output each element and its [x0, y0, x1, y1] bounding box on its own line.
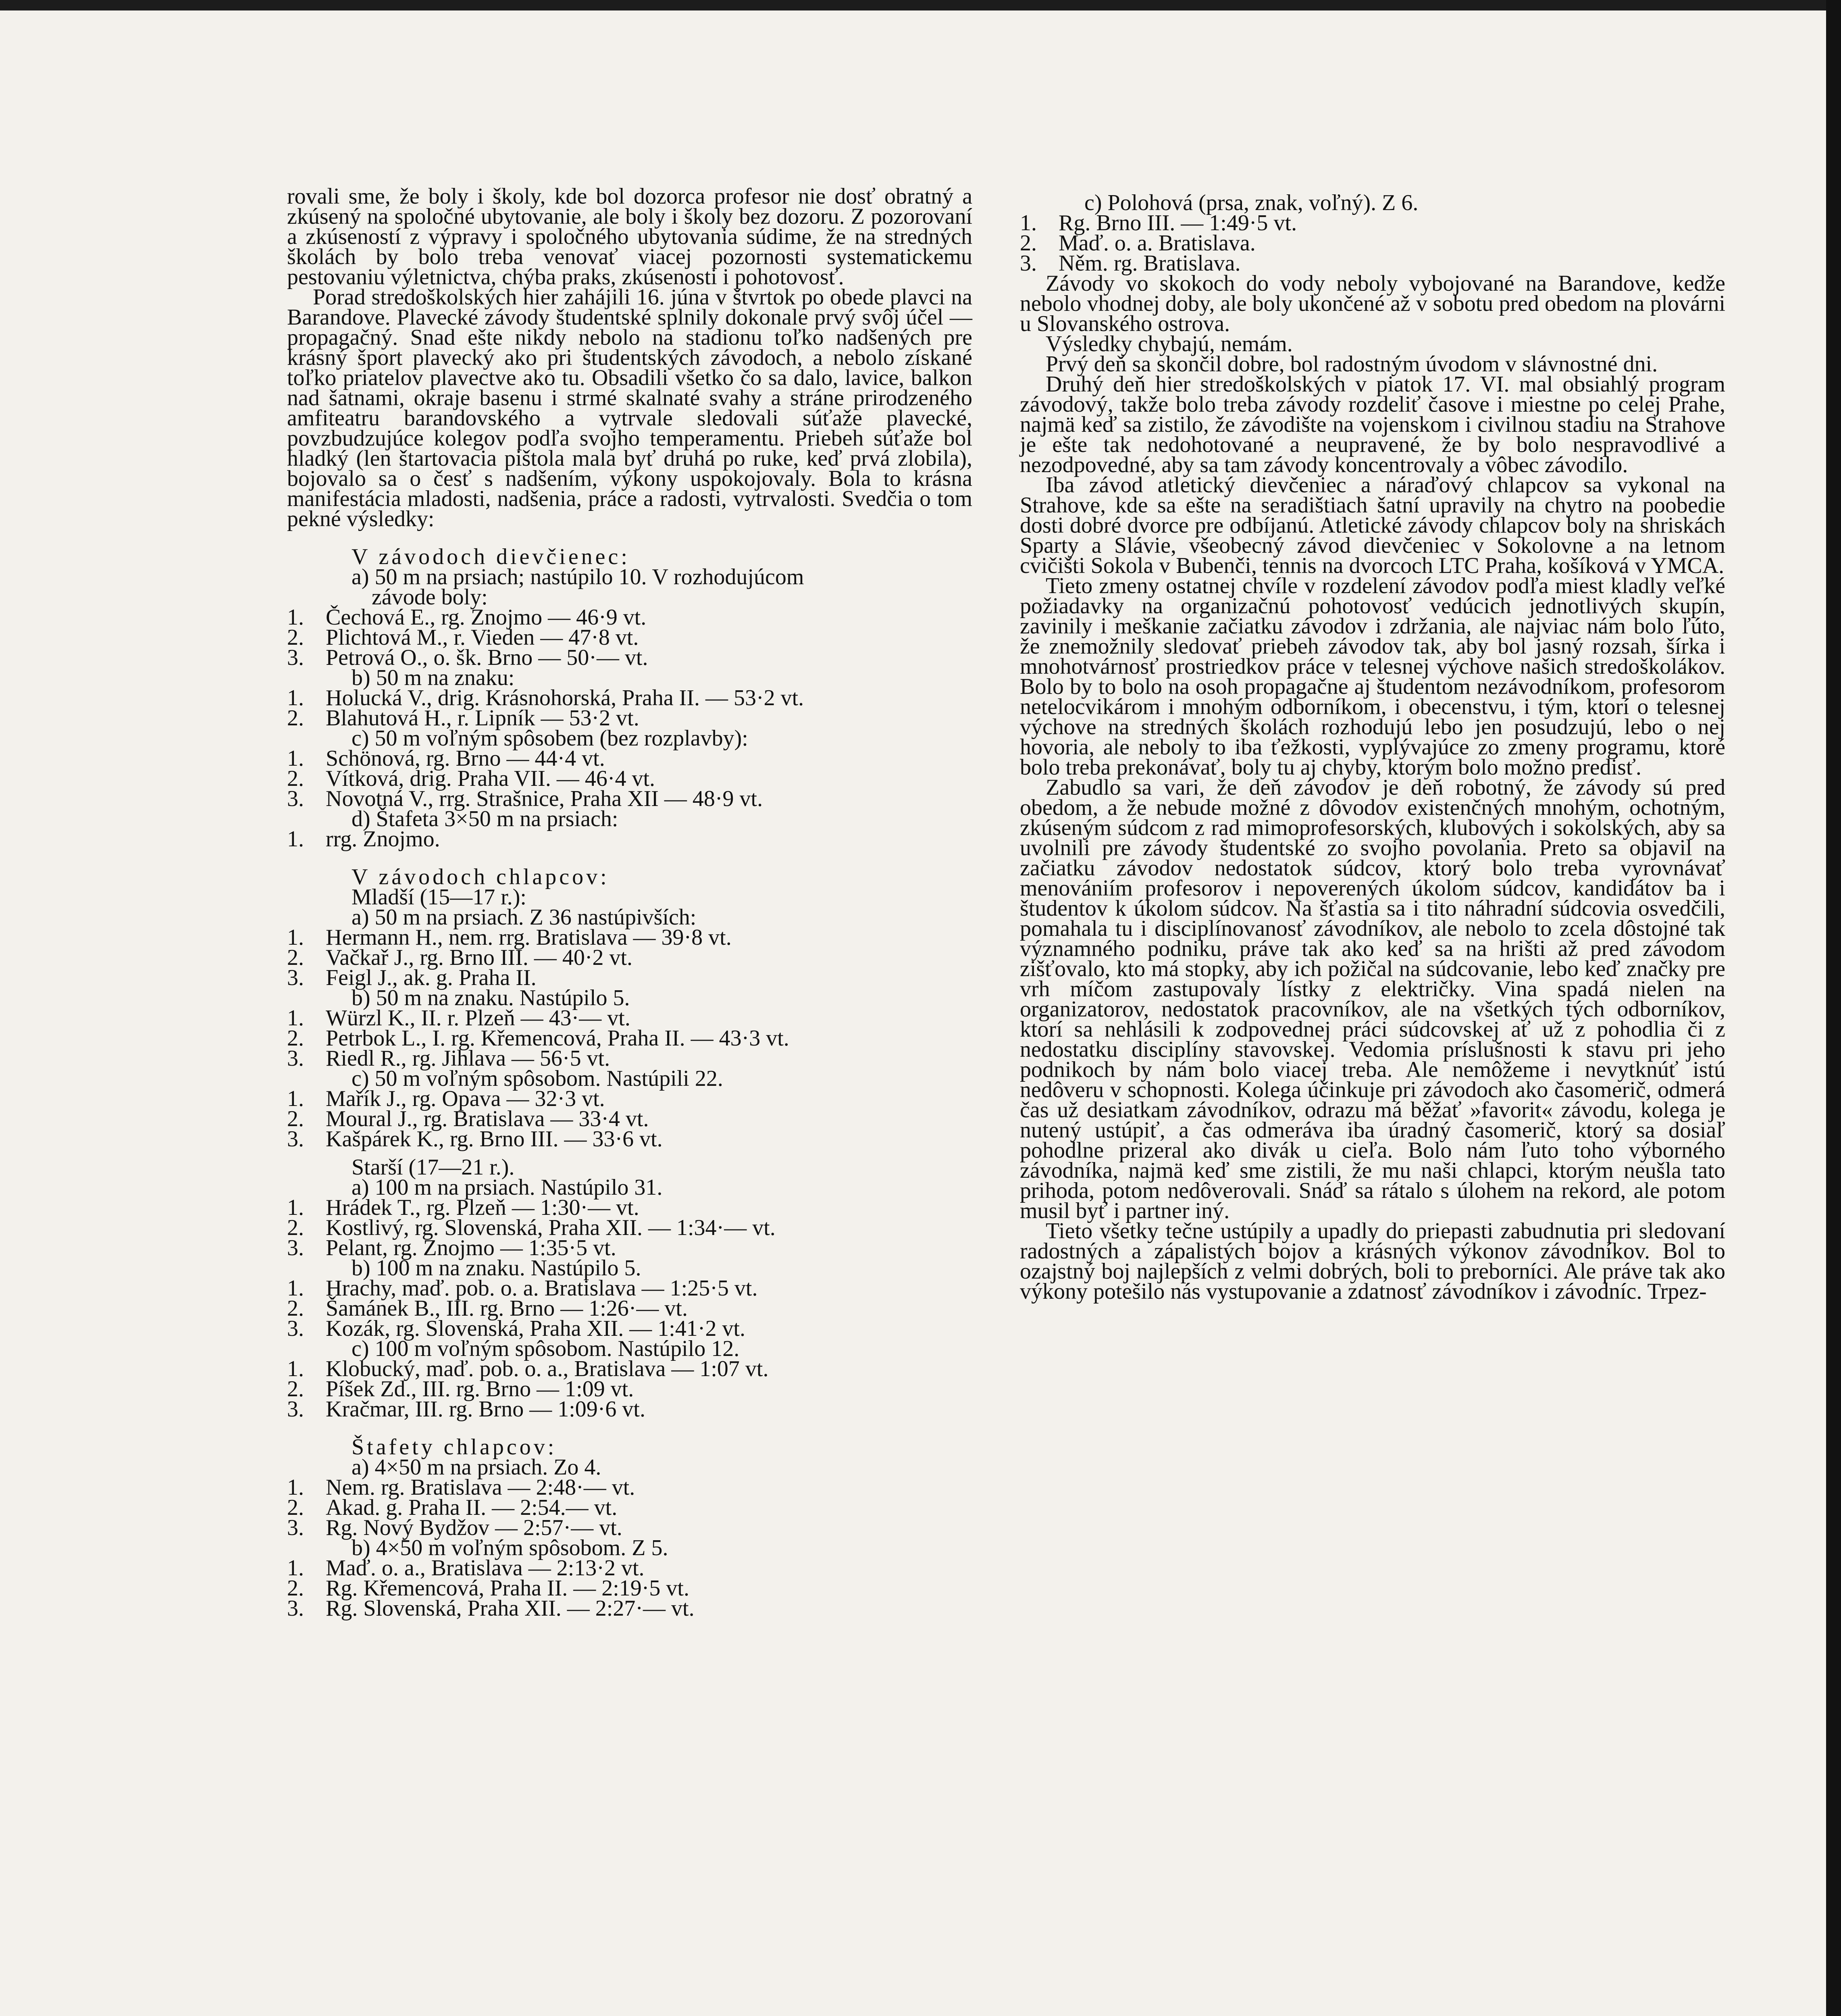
list-item: 2. Rg. Křemencová, Praha II. — 2:19·5 vt. — [287, 1576, 689, 1601]
list-item: 2. Kostlivý, rg. Slovenská, Praha XII. — 1:34·— vt. — [287, 1215, 776, 1240]
list-item: 1. Hermann H., nem. rrg. Bratislava — 39·8 vt. — [287, 925, 732, 950]
body-paragraph: Prvý deň sa skončil dobre, bol radostným úvodom v slávnostné dni. — [1046, 352, 1658, 377]
girls-a-title-cont: závode boly: — [372, 585, 488, 610]
boys-younger-label: Mladší (15—17 r.): — [352, 885, 526, 910]
list-item: 2. Blahutová H., r. Lipník — 53·2 vt. — [287, 706, 639, 731]
list-item: 2. Šamánek B., III. rg. Brno — 1:26·— vt. — [287, 1296, 688, 1321]
list-item: 3. Rg. Nový Bydžov — 2:57·— vt. — [287, 1515, 622, 1540]
boys-younger-a-results — [287, 927, 972, 988]
list-item: 1. Hrádek T., rg. Plzeň — 1:30·— vt. — [287, 1195, 639, 1220]
body-paragraph: Druhý deň hier stredoškolských v piatok 17. VI. mal obsiahlý program závodový, takže bolo treba závody rozdeliť časove i miestne po celej Prahe, najmä keď sa zistilo, že závodište na vojenskom i civilnou stadiu na Strahove je ešte tak nedohotované a neupravené, že by bolo nespravodlivé a nezodpovedné, aby sa tam závody koncentrovaly a vôbec závodilo. — [1020, 372, 1725, 477]
relays-a-results — [287, 1477, 972, 1538]
boys-younger-b-title: b) 50 m na znaku. Nastúpilo 5. — [352, 985, 630, 1010]
list-item: 1. Klobucký, maď. pob. o. a., Bratislava — 1:07 vt. — [287, 1356, 769, 1381]
body-paragraph: Výsledky chybajú, nemám. — [1046, 331, 1293, 356]
list-item: 2. Moural J., rg. Bratislava — 33·4 vt. — [287, 1106, 649, 1131]
list-item: 1. Würzl K., II. r. Plzeň — 43·— vt. — [287, 1006, 630, 1031]
list-item: 3. Petrová O., o. šk. Brno — 50·— vt. — [287, 645, 648, 670]
girls-d-results — [287, 827, 972, 852]
list-item: 3. Něm. rg. Bratislava. — [1020, 251, 1241, 276]
scan-edge-right — [1826, 0, 1841, 2016]
list-item: 2. Vačkař J., rg. Brno III. — 40·2 vt. — [287, 945, 633, 970]
boys-older-b-results — [287, 1278, 972, 1339]
list-item: 3. Rg. Slovenská, Praha XII. — 2:27·— vt. — [287, 1596, 695, 1621]
list-item: 1. Holucká V., drig. Krásnohorská, Praha II. — 53·2 vt. — [287, 685, 804, 710]
list-item: 1. Hrachy, maď. pob. o. a. Bratislava — 1:25·5 vt. — [287, 1276, 758, 1301]
girls-heading: V závodoch dievčienec: — [352, 544, 630, 569]
body-paragraph: Iba závod atletický dievčeniec a náraďový chlapcov sa vykonal na Strahove, kde sa ešte na seradištiach šatní upravily na chytro na poobedie dosti dobré dvorce pre odbíjanú. Atletické závody chlapcov boly na shriskách Sparty a Slávie, všeobecný závod dievčeniec v Sokolovne a na letnom cvičišti Sokola v Bubenči, tennis na dvorcoch LTC Praha, košíková v YMCA. — [1020, 473, 1725, 578]
intro-paragraph-1: rovali sme, že boly i školy, kde bol dozorca profesor nie dosť obratný a zkúsený na spoločné ubytovanie, ale boly i školy bez dozoru. Z pozorovaní a zkúseností z výpravy i spoločného ubytovania súdime, že na stredných školách by bolo treba venovať viacej pozornosti systematickemu pestovaniu výletnictva, chýba praks, zkúsenosti i pohotovosť. — [287, 184, 972, 289]
boys-older-a-results — [287, 1195, 972, 1260]
boys-older-c-title: c) 100 m voľným spôsobom. Nastúpilo 12. — [352, 1336, 740, 1361]
relays-b-title: b) 4×50 m voľným spôsobom. Z 5. — [352, 1535, 668, 1560]
body-paragraph: Tieto zmeny ostatnej chvíle v rozdelení závodov podľa miest kladly veľké požiadavky na organizačnú pohotovosť vedúcich jednotlivých skupín, zavinily i meškanie začiatku závodov i zdržania, ale najviac nám bolo ľúto, že znemožnily sledovať priebeh závodov tak, aby bol jasný rozsah, šírka i mnohotvárnosť prostriedkov práce v telesnej výchove našich stredoškolákov. Bolo by to bolo na osoh propagačne aj študentom nezávodníkom, profesorom netelocvikárom i mnohým odborníkom, i obecenstvu, i tým, ktorí o telesnej výchove na stredných školách rozhodujú lebo jen posudzujú, lebo o nej hovoria, ale neboly to iba ťežkosti, vyplývajúce zo zmeny programu, ktoré bolo treba prekonávať, boly tu aj chyby, ktorým bolo možno predisť. — [1020, 573, 1725, 780]
list-item: 3. Pelant, rg. Znojmo — 1:35·5 vt. — [287, 1235, 616, 1260]
relays-c-results — [1020, 210, 1725, 276]
list-item: 3. Novotná V., rrg. Strašnice, Praha XII — 48·9 vt. — [287, 786, 763, 811]
boys-older-b-title: b) 100 m na znaku. Nastúpilo 5. — [352, 1256, 641, 1281]
list-item: 3. Kozák, rg. Slovenská, Praha XII. — 1:41·2 vt. — [287, 1316, 746, 1341]
list-item: 1. Schönová, rg. Brno — 44·4 vt. — [287, 746, 605, 771]
list-item: 1. Nem. rg. Bratislava — 2:48·— vt. — [287, 1475, 635, 1500]
list-item: 1. rrg. Znojmo. — [287, 827, 440, 852]
girls-c-results — [287, 748, 972, 809]
girls-c-title: c) 50 m voľným spôsobem (bez rozplavby): — [352, 726, 748, 751]
boys-younger-c-results — [287, 1086, 972, 1152]
girls-a-results — [287, 607, 972, 668]
list-item: 2. Akad. g. Praha II. — 2:54.— vt. — [287, 1495, 618, 1520]
right-column — [1020, 190, 1725, 1304]
girls-d-title: d) Štafeta 3×50 m na prsiach: — [352, 806, 618, 831]
list-item: 1. Rg. Brno III. — 1:49·5 vt. — [1020, 210, 1297, 235]
girls-a-title: a) 50 m na prsiach; nastúpilo 10. V rozhodujúcom — [352, 564, 804, 589]
list-item: 2. Plichtová M., r. Vieden — 47·8 vt. — [287, 625, 639, 650]
boys-heading: V závodoch chlapcov: — [352, 864, 610, 889]
list-item: 3. Kašpárek K., rg. Brno III. — 33·6 vt. — [287, 1127, 663, 1152]
scan-edge-top — [0, 0, 1841, 10]
list-item: 1. Mařík J., rg. Opava — 32·3 vt. — [287, 1086, 605, 1111]
intro-paragraph-2: Porad stredoškolských hier zahájili 16. júna v štvrtok po obede plavci na Barandove. Plavecké závody študentské splnily dokonale prvý svôj účel — propagačný. Snad ešte nikdy nebolo na stadionu toľko nadšených pre krásný šport plavecký ako pri študentských závodoch, a nebolo získané toľko priatelov plavectve ako tu. Obsadili všetko čo sa dalo, lavice, balkon nad šatnami, okraje basenu i strmé skalnaté svahy a stráne prirodzeného amfiteatru barandovského a vytrvale sledovali súťaže plavecké, povzbudzujúce kolegov podľa svojho temperamentu. Priebeh súťaže bol hladký (len štartovacia pištola mala byť druhá po ruke, keď prvá zlobila), bojovalo sa o česť s nadšením, výkony uspokojovaly. Bola to krásna manifestácia mladosti, nadšenia, práce a radosti, vytrvalosti. Svedčia o tom pekné výsledky: — [287, 285, 972, 531]
relays-c-title: c) Polohová (prsa, znak, voľný). Z 6. — [1084, 190, 1419, 215]
list-item: 3. Kračmar, III. rg. Brno — 1:09·6 vt. — [287, 1397, 645, 1422]
boys-older-c-results — [287, 1356, 972, 1422]
girls-b-title: b) 50 m na znaku: — [352, 665, 515, 690]
left-column — [287, 184, 972, 1621]
list-item: 2. Maď. o. a. Bratislava. — [1020, 231, 1256, 256]
boys-older-a-title: a) 100 m na prsiach. Nastúpilo 31. — [352, 1175, 663, 1200]
list-item: 1. Čechová E., rg. Znojmo — 46·9 vt. — [287, 605, 647, 630]
relays-heading: Štafety chlapcov: — [352, 1435, 557, 1460]
body-paragraph: Tieto všetky tečne ustúpily a upadly do priepasti zabudnutia pri sledovaní radostných a zápalistých bojov a krásných výkonov závodníkov. Bol to ozajstný boj najlepších z velmi dobrých, boli to preborníci. Ale práve tak ako výkony potešilo nás vystupovanie a zdatnosť závodníkov i závodníc. Trpez- — [1020, 1218, 1725, 1304]
girls-b-results — [287, 685, 972, 731]
list-item: 1. Maď. o. a., Bratislava — 2:13·2 vt. — [287, 1556, 645, 1581]
list-item: 2. Píšek Zd., III. rg. Brno — 1:09 vt. — [287, 1377, 634, 1402]
body-paragraph: Zabudlo sa vari, že deň závodov je deň robotný, že závody sú pred obedom, a že nebude možné z dôvodov existenčných mnohým, ochotným, zkúseným súdcom z rad mimoprofesorských, klubových i sokolských, aby sa uvolnili pre závody študentské zo svojho povolania. Preto sa objavil na začiatku závodov nedostatok súdcov, ktorý bolo treba vyrovnávať menovániím profesorov i nepoverených úkolom súdcov, kandidátov ba i študentov k úkolom súdcov. Na šťastia sa i tito náhradní súdcovia osvedčili, pomahala tu i disciplínovanosť závodníkov, ale nebolo to zcela dôstojné tak významného podniku, práve tak ako keď sa na hrišti až pred závodom zišťovalo, kto má stopky, aby ich požičal na súdcovanie, lebo keď značky pre vrh míčom zastupovaly lístky z električky. Vina spadá nielen na organizatorov, nedostatok pracovníkov, ale na všetkých tých odborníkov, ktorí sa nehlásili k zodpovednej práci súdcovskej ať už z pohodlia či z nedostatku disciplíny stavovskej. Vedomia príslušnosti k stavu pri jeho podnikoch by nám bolo viacej treba. Ale nemôžeme i nevytknúť istú nedôveru v schopnosti. Kolega účinkuje pri závodoch ako časomerič, odmerá čas už desiatkam závodníkov, odrazu má běžať »favorit« závodu, kolega je nutený ustúpiť, a čas odmeráva iba úradný časomerič, ktorý sa dosiaľ pohodlne prizeral ako divák u cieľa. Bolo nám ľuto toho výborného závodníka, najmä keď sme zistili, že mu naši chlapci, ktorým neušla tato prihoda, potom nedôverovali. Snáď sa rátalo s úlohem na rekord, ale potom musil byť i partner iný. — [1020, 775, 1725, 1223]
boys-younger-c-title: c) 50 m voľným spôsobom. Nastúpili 22. — [352, 1066, 723, 1091]
relays-a-title: a) 4×50 m na prsiach. Zo 4. — [352, 1455, 601, 1480]
list-item: 3. Feigl J., ak. g. Praha II. — [287, 965, 537, 990]
relays-b-results — [287, 1556, 972, 1621]
boys-younger-a-title: a) 50 m na prsiach. Z 36 nastúpivších: — [352, 905, 697, 930]
body-paragraph: Závody vo skokoch do vody neboly vybojované na Barandove, kedže nebolo vhodnej doby, ale boly ukončené až v sobotu pred obedom na plovárni u Slovanského ostrova. — [1020, 271, 1725, 336]
list-item: 3. Riedl R., rg. Jihlava — 56·5 vt. — [287, 1046, 610, 1071]
list-item: 2. Vítková, drig. Praha VII. — 46·4 vt. — [287, 766, 655, 791]
boys-younger-b-results — [287, 1006, 972, 1071]
boys-older-label: Starší (17—21 r.). — [352, 1155, 515, 1180]
list-item: 2. Petrbok L., I. rg. Křemencová, Praha II. — 43·3 vt. — [287, 1026, 789, 1051]
